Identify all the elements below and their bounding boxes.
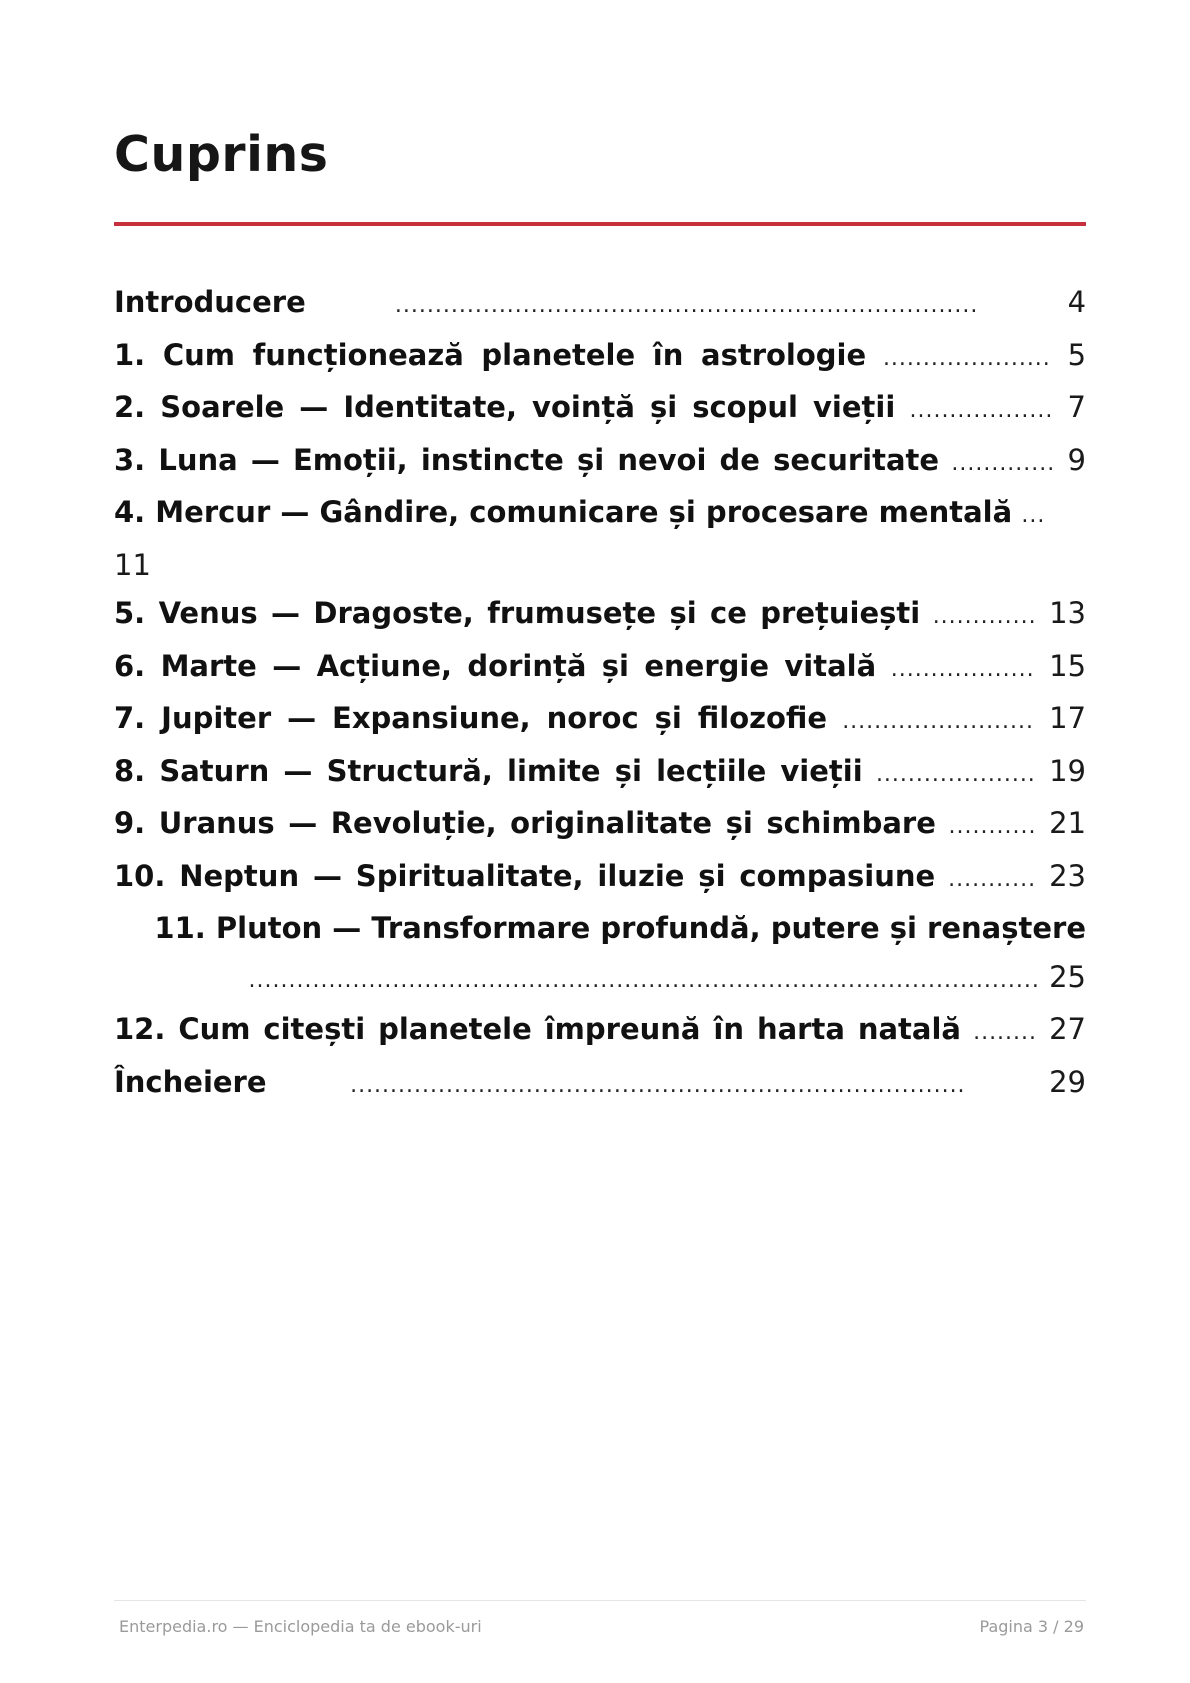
toc-entry-leader: .........................................................................	[394, 293, 979, 318]
toc-entry-1[interactable]	[114, 331, 1086, 384]
toc-entry-leader: ...................................................................................................	[248, 967, 1040, 993]
toc-entry-leader: ..................	[890, 656, 1035, 682]
toc-entry-title[interactable]: 6. Marte — Acțiune, dorință și energie vitală	[114, 648, 877, 683]
toc-entry-title[interactable]: 2. Soarele — Identitate, voință și scopul vieții	[114, 390, 896, 424]
toc-entry-page[interactable]: 29	[1049, 1064, 1087, 1099]
toc-entry-incheiere[interactable]	[114, 1058, 1086, 1111]
toc-entry-3[interactable]	[114, 436, 1086, 489]
footer-site-name: Enterpedia.ro — Enciclopedia ta de ebook-uri	[119, 1617, 482, 1636]
toc-entry-leader: ...........	[948, 814, 1037, 839]
toc-entry-page[interactable]: 21	[1049, 806, 1087, 840]
page-title: Cuprins	[114, 126, 329, 183]
toc-entry-page[interactable]: 5	[1067, 337, 1087, 372]
toc-entry-page[interactable]: 15	[1049, 648, 1087, 683]
toc-entry-leader: .....................	[882, 345, 1051, 371]
toc-entry-leader: ....................	[875, 761, 1036, 787]
toc-entry-title[interactable]: 12. Cum citești planetele împreună în harta natală	[114, 1012, 961, 1046]
toc-entry-12[interactable]	[114, 1005, 1086, 1058]
toc-entry-leader: ...	[1021, 503, 1046, 528]
toc-entry-page[interactable]: 7	[1067, 390, 1086, 424]
toc-entry-title[interactable]: 10. Neptun — Spiritualitate, iluzie și compasiune	[114, 858, 936, 893]
toc-entry-11[interactable]	[114, 904, 1086, 1005]
toc-entry-9[interactable]	[114, 799, 1086, 852]
footer-page-number: Pagina 3 / 29	[979, 1617, 1084, 1636]
toc-entry-title[interactable]: 1. Cum funcționează planetele în astrologie	[114, 337, 867, 372]
toc-entry-page[interactable]: 27	[1049, 1012, 1087, 1046]
toc-entry-8[interactable]	[114, 747, 1086, 800]
toc-entry-title[interactable]: 4. Mercur — Gândire, comunicare și procesare mentală	[114, 495, 1013, 529]
toc-entry-leader: ........................	[842, 709, 1035, 734]
toc-entry-page[interactable]: 25	[1049, 959, 1086, 994]
toc-entry-leader: ..................	[909, 398, 1054, 423]
toc-entry-page[interactable]: 9	[1067, 442, 1086, 477]
toc-entry-leader: ........	[973, 1020, 1038, 1045]
toc-entry-leader: ...........	[948, 866, 1037, 892]
toc-entry-7[interactable]	[114, 694, 1086, 747]
toc-entry-title[interactable]: 11. Pluton — Transformare profundă, putere și renaștere	[154, 911, 1086, 945]
toc-entry-leader: .............	[932, 604, 1037, 629]
toc-entry-title[interactable]: 3. Luna — Emoții, instincte și nevoi de securitate	[114, 442, 940, 477]
toc-entry-title[interactable]: 8. Saturn — Structură, limite și lecțiile vieții	[114, 753, 863, 788]
toc-entry-5[interactable]	[114, 589, 1086, 642]
toc-entry-title[interactable]: Încheiere	[114, 1064, 267, 1099]
toc-entry-title[interactable]: 9. Uranus — Revoluție, originalitate și schimbare	[114, 806, 936, 840]
toc-entry-leader: .............	[951, 450, 1056, 476]
toc-entry-page[interactable]: 17	[1049, 701, 1087, 735]
footer-divider	[114, 1600, 1086, 1601]
toc-entry-page[interactable]: 13	[1049, 596, 1087, 630]
toc-entry-4[interactable]	[114, 488, 1086, 589]
toc-entry-page[interactable]: 23	[1049, 858, 1086, 893]
toc-entry-page[interactable]: 19	[1049, 753, 1086, 788]
toc-entry-title[interactable]: 5. Venus — Dragoste, frumusețe și ce prețuiești	[114, 596, 921, 630]
toc-entry-6[interactable]	[114, 642, 1086, 695]
toc-entry-title[interactable]: 7. Jupiter — Expansiune, noroc și filozofie	[114, 701, 828, 735]
toc-entry-2[interactable]	[114, 383, 1086, 436]
toc-entry-10[interactable]	[114, 852, 1086, 905]
table-of-contents	[114, 278, 1086, 1110]
toc-entry-leader: .............................................................................	[350, 1072, 966, 1098]
toc-entry-introducere[interactable]	[114, 278, 1086, 331]
toc-entry-title[interactable]: Introducere	[114, 285, 306, 319]
title-divider	[114, 222, 1086, 226]
toc-entry-page[interactable]: 11	[114, 547, 151, 582]
toc-entry-page[interactable]: 4	[1067, 285, 1087, 319]
